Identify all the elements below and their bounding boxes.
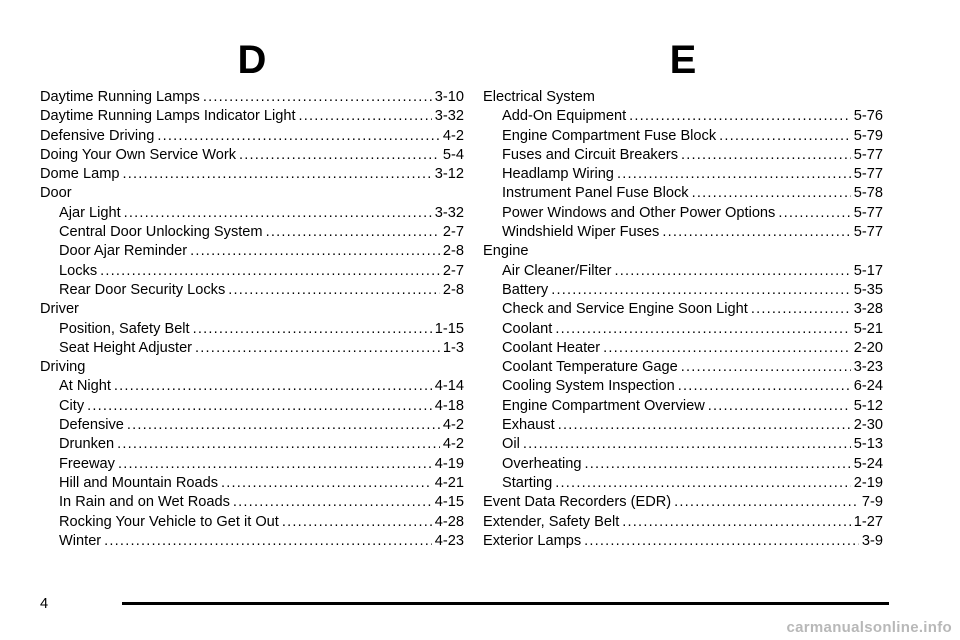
- dot-leader: [681, 358, 851, 377]
- dot-leader: [692, 184, 851, 203]
- entry-text: Rocking Your Vehicle to Get it Out: [59, 513, 279, 530]
- index-heading: [40, 358, 464, 377]
- index-entry: [483, 397, 883, 416]
- entry-page: 4-21: [434, 474, 464, 491]
- entry-text: Windshield Wiper Fuses: [502, 224, 660, 241]
- entry-page: 1-15: [434, 320, 464, 337]
- entry-page: 2-30: [853, 417, 883, 434]
- entry-text: Headlamp Wiring: [502, 166, 614, 183]
- dot-leader: [629, 107, 851, 126]
- index-entry: [40, 474, 464, 493]
- entry-text: Coolant Heater: [502, 339, 601, 356]
- index-entry: [483, 184, 883, 203]
- watermark-text: carmanualsonline.info: [786, 619, 952, 636]
- dot-leader: [584, 532, 859, 551]
- dot-leader: [622, 513, 850, 532]
- index-entry: [483, 455, 883, 474]
- page-footer: [40, 594, 890, 618]
- entry-text: Driving: [40, 359, 86, 376]
- entry-page: 2-20: [853, 339, 883, 356]
- entry-text: Event Data Recorders (EDR): [483, 494, 672, 511]
- entry-page: 7-9: [861, 494, 883, 511]
- index-entry: [483, 165, 883, 184]
- dot-leader: [662, 223, 850, 242]
- dot-leader: [678, 377, 851, 396]
- index-entry: [40, 88, 464, 107]
- index-entry: [40, 204, 464, 223]
- entry-text: Oil: [502, 436, 520, 453]
- index-entry: [483, 358, 883, 377]
- index-entry: [483, 377, 883, 396]
- entry-text: Instrument Panel Fuse Block: [502, 185, 689, 202]
- entry-page: 2-7: [442, 224, 464, 241]
- dot-leader: [239, 146, 440, 165]
- index-entry: [40, 397, 464, 416]
- entry-page: 5-76: [853, 108, 883, 125]
- index-entry: [483, 127, 883, 146]
- entry-page: 3-23: [853, 359, 883, 376]
- entry-page: 4-2: [442, 436, 464, 453]
- entry-page: 1-27: [853, 513, 883, 530]
- entry-text: Dome Lamp: [40, 166, 120, 183]
- entry-text: In Rain and on Wet Roads: [59, 494, 230, 511]
- entry-text: Daytime Running Lamps: [40, 89, 200, 105]
- dot-leader: [299, 107, 432, 126]
- entry-page: 5-77: [853, 204, 883, 221]
- entry-text: Engine: [483, 243, 529, 260]
- entry-text: Starting: [502, 474, 553, 491]
- entry-text: Engine Compartment Overview: [502, 397, 705, 414]
- dot-leader: [123, 165, 432, 184]
- index-entry: [40, 416, 464, 435]
- section-letter-e: E: [669, 38, 697, 82]
- index-heading: [483, 242, 883, 261]
- entry-page: 5-17: [853, 262, 883, 279]
- entry-page: 4-14: [434, 378, 464, 395]
- index-heading: [40, 184, 464, 203]
- dot-leader: [127, 416, 440, 435]
- index-entry: [40, 339, 464, 358]
- entry-text: Exterior Lamps: [483, 532, 582, 549]
- entry-text: Air Cleaner/Filter: [502, 262, 612, 279]
- entry-page: 2-8: [442, 243, 464, 260]
- index-entry: [40, 320, 464, 339]
- index-entry: [40, 107, 464, 126]
- page-number: 4: [40, 596, 49, 612]
- entry-text: Extender, Safety Belt: [483, 513, 620, 530]
- index-entry: [483, 281, 883, 300]
- entry-text: Engine Compartment Fuse Block: [502, 127, 717, 144]
- index-entry: [40, 262, 464, 281]
- entry-page: 4-23: [434, 532, 464, 549]
- dot-leader: [719, 127, 851, 146]
- entry-page: 3-32: [434, 204, 464, 221]
- entry-text: Ajar Light: [59, 204, 121, 221]
- entry-text: Daytime Running Lamps Indicator Light: [40, 108, 296, 125]
- entry-page: 5-13: [853, 436, 883, 453]
- index-entry: [40, 242, 464, 261]
- entry-text: Coolant: [502, 320, 553, 337]
- entry-text: Locks: [59, 262, 98, 279]
- dot-leader: [124, 204, 432, 223]
- dot-leader: [708, 397, 851, 416]
- dot-leader: [228, 281, 440, 300]
- dot-leader: [614, 262, 850, 281]
- entry-text: Defensive: [59, 417, 124, 434]
- dot-leader: [778, 204, 850, 223]
- entry-text: Central Door Unlocking System: [59, 224, 263, 241]
- dot-leader: [193, 320, 432, 339]
- entry-page: 2-19: [853, 474, 883, 491]
- index-entry: [483, 320, 883, 339]
- entry-page: 4-2: [442, 127, 464, 144]
- dot-leader: [195, 339, 440, 358]
- dot-leader: [100, 262, 440, 281]
- entry-page: 1-3: [442, 339, 464, 356]
- entry-page: 5-12: [853, 397, 883, 414]
- index-entry: [40, 127, 464, 146]
- index-entry: [483, 474, 883, 493]
- entry-page: 5-77: [853, 166, 883, 183]
- dot-leader: [551, 281, 851, 300]
- dot-leader: [157, 127, 440, 146]
- entry-page: 5-24: [853, 455, 883, 472]
- index-entry: [40, 435, 464, 454]
- index-heading: [40, 300, 464, 319]
- dot-leader: [555, 320, 850, 339]
- dot-leader: [617, 165, 851, 184]
- index-entry: [483, 146, 883, 165]
- entry-text: Fuses and Circuit Breakers: [502, 146, 679, 163]
- index-entry: [40, 223, 464, 242]
- index-entry: [483, 262, 883, 281]
- dot-leader: [104, 532, 432, 551]
- entry-text: City: [59, 397, 85, 414]
- entry-text: At Night: [59, 378, 111, 395]
- index-entry: [483, 300, 883, 319]
- index-column-d: [40, 38, 464, 551]
- entry-page: 5-35: [853, 281, 883, 298]
- entry-page: 3-12: [434, 166, 464, 183]
- entry-page: 4-18: [434, 397, 464, 414]
- dot-leader: [751, 300, 851, 319]
- entry-text: Battery: [502, 281, 549, 298]
- entry-text: Coolant Temperature Gage: [502, 359, 678, 376]
- entry-page: 4-28: [434, 513, 464, 530]
- dot-leader: [282, 513, 432, 532]
- dot-leader: [114, 377, 432, 396]
- entry-page: 6-24: [853, 378, 883, 395]
- entry-page: 3-10: [434, 89, 464, 105]
- entry-page: 3-32: [434, 108, 464, 125]
- footer-rule: [122, 602, 889, 605]
- section-letter-d: D: [237, 38, 267, 82]
- dot-leader: [87, 397, 432, 416]
- entry-text: Cooling System Inspection: [502, 378, 675, 395]
- entry-page: 5-78: [853, 185, 883, 202]
- index-entry: [40, 281, 464, 300]
- entry-text: Position, Safety Belt: [59, 320, 190, 337]
- dot-leader: [558, 416, 851, 435]
- dot-leader: [190, 242, 440, 261]
- dot-leader: [221, 474, 432, 493]
- entry-text: Winter: [59, 532, 102, 549]
- entry-text: Check and Service Engine Soon Light: [502, 301, 748, 318]
- entry-text: Exhaust: [502, 417, 555, 434]
- dot-leader: [603, 339, 851, 358]
- index-entry: [40, 146, 464, 165]
- entry-text: Freeway: [59, 455, 115, 472]
- index-entry: [40, 165, 464, 184]
- index-entry: [483, 416, 883, 435]
- entry-page: 5-77: [853, 146, 883, 163]
- entry-text: Door: [40, 185, 72, 202]
- entry-page: 5-77: [853, 224, 883, 241]
- entry-text: Door Ajar Reminder: [59, 243, 188, 260]
- index-entry: [40, 493, 464, 512]
- dot-leader: [674, 493, 859, 512]
- entry-page: 4-15: [434, 494, 464, 511]
- entry-text: Defensive Driving: [40, 127, 155, 144]
- index-entry: [40, 513, 464, 532]
- index-entry: [483, 532, 883, 551]
- index-entry: [483, 513, 883, 532]
- index-entry: [40, 532, 464, 551]
- index-column-e: [483, 38, 883, 551]
- index-entry: [483, 204, 883, 223]
- entry-text: Seat Height Adjuster: [59, 339, 193, 356]
- entry-page: 2-8: [442, 281, 464, 298]
- entry-page: 5-21: [853, 320, 883, 337]
- entry-page: 3-28: [853, 301, 883, 318]
- entry-page: 5-79: [853, 127, 883, 144]
- entry-text: Rear Door Security Locks: [59, 281, 226, 298]
- entry-text: Power Windows and Other Power Options: [502, 204, 776, 221]
- dot-leader: [523, 435, 851, 454]
- index-entry: [483, 493, 883, 512]
- entry-text: Driver: [40, 301, 79, 318]
- entry-text: Doing Your Own Service Work: [40, 146, 237, 163]
- index-entry: [483, 107, 883, 126]
- index-entry: [483, 435, 883, 454]
- index-entry: [483, 339, 883, 358]
- entry-text: Electrical System: [483, 89, 595, 105]
- dot-leader: [117, 435, 440, 454]
- dot-leader: [555, 474, 850, 493]
- entry-page: 3-9: [861, 532, 883, 549]
- entry-text: Add-On Equipment: [502, 108, 627, 125]
- entry-text: Drunken: [59, 436, 115, 453]
- index-heading: [483, 88, 883, 107]
- entry-page: 2-7: [442, 262, 464, 279]
- entry-text: Hill and Mountain Roads: [59, 474, 218, 491]
- dot-leader: [681, 146, 851, 165]
- entry-page: 4-19: [434, 455, 464, 472]
- index-list-d: [40, 88, 464, 551]
- dot-leader: [266, 223, 440, 242]
- entry-text: Overheating: [502, 455, 582, 472]
- dot-leader: [118, 455, 432, 474]
- index-list-e: [483, 88, 883, 551]
- entry-page: 4-2: [442, 417, 464, 434]
- index-entry: [40, 455, 464, 474]
- dot-leader: [203, 88, 432, 107]
- dot-leader: [585, 455, 851, 474]
- dot-leader: [233, 493, 432, 512]
- entry-page: 5-4: [442, 146, 464, 163]
- index-entry: [40, 377, 464, 396]
- index-entry: [483, 223, 883, 242]
